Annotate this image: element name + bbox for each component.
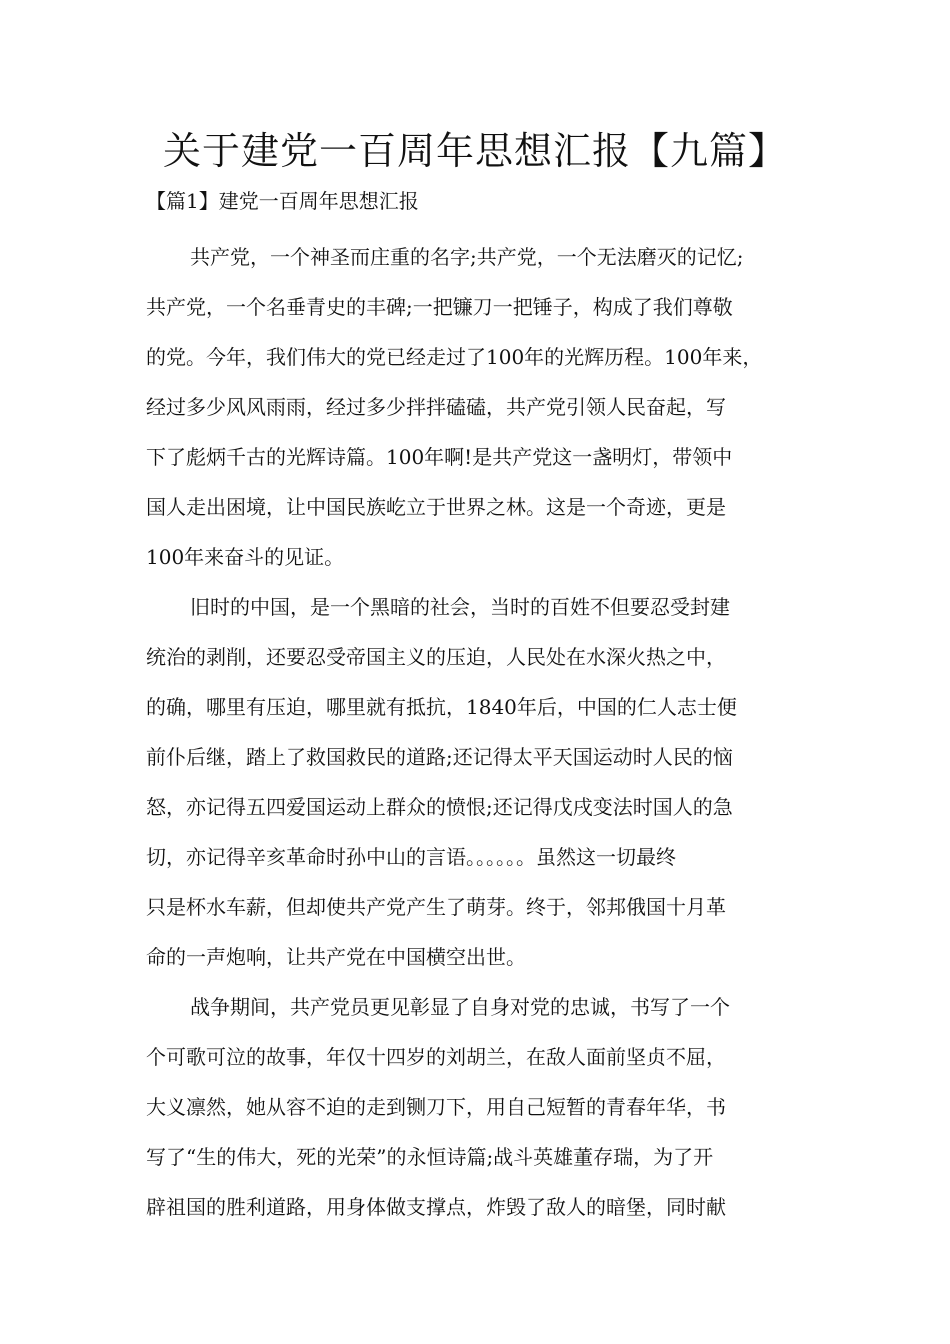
text-line: 统治的剥削，还要忍受帝国主义的压迫，人民处在水深火热之中， [146,645,726,669]
text-line: 切，亦记得辛亥革命时孙中山的言语。。。。。。虽然这一切最终 [146,845,676,869]
text-line: 大义凛然，她从容不迫的走到铡刀下，用自己短暂的青春年华，书 [146,1095,726,1119]
document-title: 关于建党一百周年思想汇报【九篇】 [162,129,787,173]
text-line: 战争期间，共产党员更见彰显了自身对党的忠诚，书写了一个 [190,995,730,1019]
text-line: 100年来奋斗的见证。 [146,545,345,569]
text-line: 的党。今年，我们伟大的党已经走过了100年的光辉历程。100年来， [146,345,763,369]
text-line: 的确，哪里有压迫，哪里就有抵抗，1840年后，中国的仁人志士便 [146,695,737,719]
text-line: 国人走出困境，让中国民族屹立于世界之林。这是一个奇迹，更是 [146,495,726,519]
text-line: 个可歌可泣的故事，年仅十四岁的刘胡兰，在敌人面前坚贞不屈， [146,1045,726,1069]
text-line: 只是杯水车薪，但却使共产党产生了萌芽。终于，邻邦俄国十月革 [146,895,726,919]
section-heading: 【篇1】建党一百周年思想汇报 [146,189,419,213]
text-line: 怒，亦记得五四爱国运动上群众的愤恨;还记得戊戌变法时国人的急 [146,795,733,819]
text-line: 前仆后继，踏上了救国救民的道路;还记得太平天国运动时人民的恼 [146,745,733,769]
text-line: 写了“生的伟大，死的光荣”的永恒诗篇;战斗英雄董存瑞，为了开 [146,1145,714,1169]
paragraph [146,232,808,582]
text-line: 经过多少风风雨雨，经过多少拌拌磕磕，共产党引领人民奋起，写 [146,395,726,419]
document-body [146,232,808,1232]
text-line: 下了彪炳千古的光辉诗篇。100年啊!是共产党这一盏明灯，带领中 [146,445,733,469]
text-line: 共产党，一个名垂青史的丰碑;一把镰刀一把锤子，构成了我们尊敬 [146,295,733,319]
paragraph [146,982,808,1232]
text-line: 命的一声炮响，让共产党在中国横空出世。 [146,945,526,969]
paragraph [146,582,808,982]
text-line: 共产党，一个神圣而庄重的名字;共产党，一个无法磨灭的记忆; [190,245,744,269]
text-line: 旧时的中国，是一个黑暗的社会，当时的百姓不但要忍受封建 [190,595,730,619]
text-line: 辟祖国的胜利道路，用身体做支撑点，炸毁了敌人的暗堡，同时献 [146,1195,726,1219]
